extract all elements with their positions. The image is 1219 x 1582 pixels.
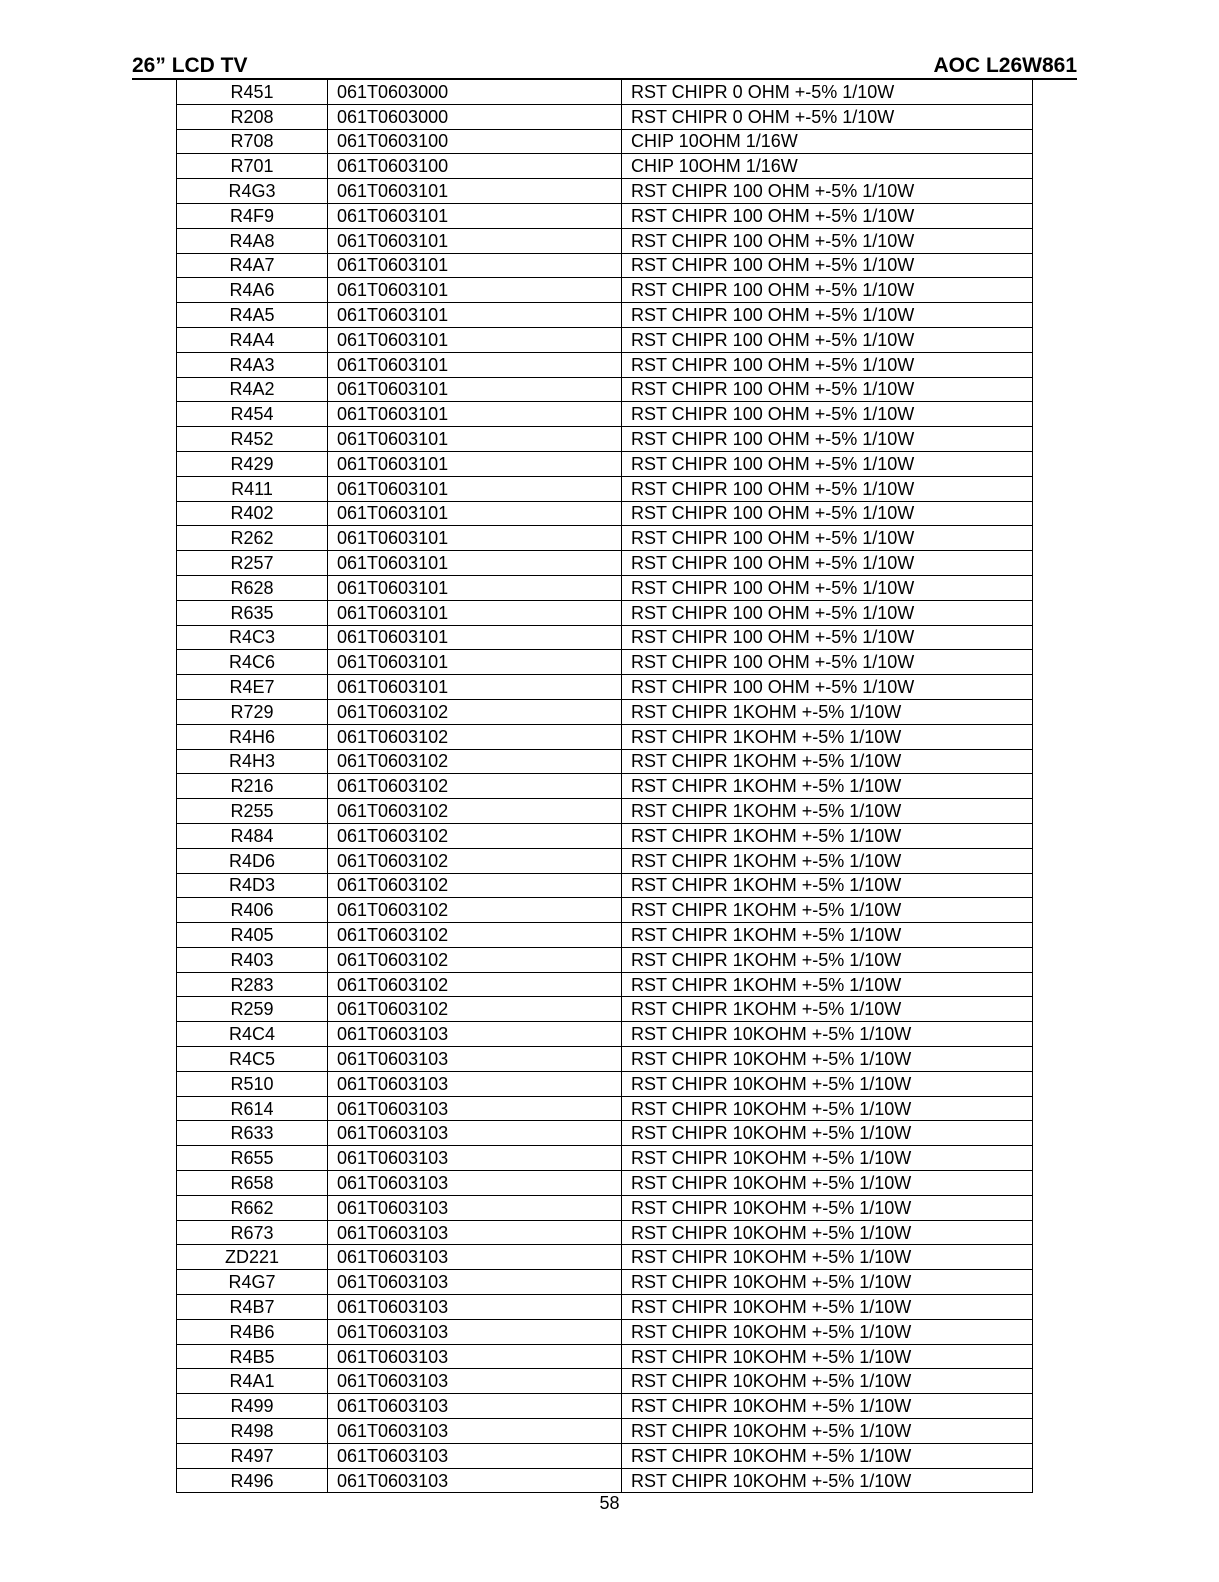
- description-cell: RST CHIPR 100 OHM +-5% 1/10W: [622, 526, 1033, 551]
- description-cell: RST CHIPR 100 OHM +-5% 1/10W: [622, 600, 1033, 625]
- description-cell: RST CHIPR 10KOHM +-5% 1/10W: [622, 1171, 1033, 1196]
- table-row: [177, 1022, 1033, 1047]
- part-number-cell: 061T0603103: [328, 1047, 622, 1072]
- location-cell: R662: [177, 1195, 328, 1220]
- part-number-cell: 061T0603101: [328, 427, 622, 452]
- part-number-cell: 061T0603000: [328, 80, 622, 105]
- location-cell: R403: [177, 947, 328, 972]
- part-number-cell: 061T0603102: [328, 898, 622, 923]
- description-cell: RST CHIPR 1KOHM +-5% 1/10W: [622, 774, 1033, 799]
- table-row: [177, 724, 1033, 749]
- location-cell: R255: [177, 799, 328, 824]
- location-cell: R4C5: [177, 1047, 328, 1072]
- description-cell: RST CHIPR 1KOHM +-5% 1/10W: [622, 799, 1033, 824]
- location-cell: R4D6: [177, 848, 328, 873]
- location-cell: R658: [177, 1171, 328, 1196]
- description-cell: RST CHIPR 100 OHM +-5% 1/10W: [622, 551, 1033, 576]
- part-number-cell: 061T0603101: [328, 253, 622, 278]
- table-row: [177, 799, 1033, 824]
- location-cell: R729: [177, 699, 328, 724]
- table-row: [177, 427, 1033, 452]
- table-row: [177, 253, 1033, 278]
- description-cell: RST CHIPR 100 OHM +-5% 1/10W: [622, 327, 1033, 352]
- part-number-cell: 061T0603103: [328, 1443, 622, 1468]
- table-row: [177, 526, 1033, 551]
- location-cell: R484: [177, 823, 328, 848]
- table-row: [177, 203, 1033, 228]
- parts-list-table: [176, 79, 1033, 1493]
- part-number-cell: 061T0603101: [328, 575, 622, 600]
- location-cell: ZD221: [177, 1245, 328, 1270]
- description-cell: RST CHIPR 10KOHM +-5% 1/10W: [622, 1394, 1033, 1419]
- table-row: [177, 154, 1033, 179]
- location-cell: R4D3: [177, 873, 328, 898]
- part-number-cell: 061T0603101: [328, 650, 622, 675]
- location-cell: R411: [177, 476, 328, 501]
- location-cell: R4B5: [177, 1344, 328, 1369]
- part-number-cell: 061T0603101: [328, 675, 622, 700]
- location-cell: R635: [177, 600, 328, 625]
- part-number-cell: 061T0603103: [328, 1419, 622, 1444]
- table-row: [177, 898, 1033, 923]
- location-cell: R429: [177, 451, 328, 476]
- part-number-cell: 061T0603103: [328, 1071, 622, 1096]
- description-cell: RST CHIPR 1KOHM +-5% 1/10W: [622, 898, 1033, 923]
- location-cell: R4A8: [177, 228, 328, 253]
- part-number-cell: 061T0603000: [328, 104, 622, 129]
- table-row: [177, 1171, 1033, 1196]
- description-cell: RST CHIPR 1KOHM +-5% 1/10W: [622, 749, 1033, 774]
- table-row: [177, 451, 1033, 476]
- page-header: [132, 52, 1077, 80]
- location-cell: R633: [177, 1121, 328, 1146]
- description-cell: CHIP 10OHM 1/16W: [622, 129, 1033, 154]
- table-row: [177, 352, 1033, 377]
- part-number-cell: 061T0603101: [328, 303, 622, 328]
- description-cell: RST CHIPR 10KOHM +-5% 1/10W: [622, 1468, 1033, 1493]
- description-cell: RST CHIPR 10KOHM +-5% 1/10W: [622, 1121, 1033, 1146]
- location-cell: R454: [177, 402, 328, 427]
- location-cell: R701: [177, 154, 328, 179]
- table-row: [177, 1220, 1033, 1245]
- location-cell: R4A6: [177, 278, 328, 303]
- location-cell: R4B7: [177, 1295, 328, 1320]
- description-cell: RST CHIPR 100 OHM +-5% 1/10W: [622, 476, 1033, 501]
- part-number-cell: 061T0603103: [328, 1394, 622, 1419]
- table-row: [177, 402, 1033, 427]
- location-cell: R498: [177, 1419, 328, 1444]
- table-row: [177, 303, 1033, 328]
- table-row: [177, 848, 1033, 873]
- part-number-cell: 061T0603102: [328, 873, 622, 898]
- location-cell: R4A5: [177, 303, 328, 328]
- description-cell: RST CHIPR 0 OHM +-5% 1/10W: [622, 80, 1033, 105]
- location-cell: R4B6: [177, 1319, 328, 1344]
- description-cell: RST CHIPR 0 OHM +-5% 1/10W: [622, 104, 1033, 129]
- location-cell: R4E7: [177, 675, 328, 700]
- location-cell: R4A4: [177, 327, 328, 352]
- part-number-cell: 061T0603101: [328, 402, 622, 427]
- description-cell: RST CHIPR 100 OHM +-5% 1/10W: [622, 303, 1033, 328]
- part-number-cell: 061T0603102: [328, 774, 622, 799]
- description-cell: RST CHIPR 100 OHM +-5% 1/10W: [622, 675, 1033, 700]
- table-row: [177, 80, 1033, 105]
- description-cell: RST CHIPR 10KOHM +-5% 1/10W: [622, 1096, 1033, 1121]
- location-cell: R510: [177, 1071, 328, 1096]
- part-number-cell: 061T0603101: [328, 327, 622, 352]
- table-row: [177, 749, 1033, 774]
- description-cell: RST CHIPR 100 OHM +-5% 1/10W: [622, 278, 1033, 303]
- part-number-cell: 061T0603100: [328, 129, 622, 154]
- location-cell: R708: [177, 129, 328, 154]
- part-number-cell: 061T0603102: [328, 972, 622, 997]
- part-number-cell: 061T0603101: [328, 352, 622, 377]
- location-cell: R499: [177, 1394, 328, 1419]
- location-cell: R402: [177, 501, 328, 526]
- description-cell: RST CHIPR 100 OHM +-5% 1/10W: [622, 253, 1033, 278]
- table-row: [177, 625, 1033, 650]
- description-cell: RST CHIPR 100 OHM +-5% 1/10W: [622, 501, 1033, 526]
- part-number-cell: 061T0603102: [328, 848, 622, 873]
- location-cell: R208: [177, 104, 328, 129]
- part-number-cell: 061T0603102: [328, 724, 622, 749]
- location-cell: R497: [177, 1443, 328, 1468]
- model-title: AOC L26W861: [933, 54, 1077, 77]
- description-cell: RST CHIPR 10KOHM +-5% 1/10W: [622, 1146, 1033, 1171]
- location-cell: R614: [177, 1096, 328, 1121]
- description-cell: RST CHIPR 10KOHM +-5% 1/10W: [622, 1369, 1033, 1394]
- table-row: [177, 129, 1033, 154]
- part-number-cell: 061T0603103: [328, 1121, 622, 1146]
- description-cell: RST CHIPR 1KOHM +-5% 1/10W: [622, 947, 1033, 972]
- part-number-cell: 061T0603103: [328, 1468, 622, 1493]
- table-row: [177, 1369, 1033, 1394]
- description-cell: RST CHIPR 100 OHM +-5% 1/10W: [622, 650, 1033, 675]
- location-cell: R405: [177, 923, 328, 948]
- location-cell: R655: [177, 1146, 328, 1171]
- location-cell: R451: [177, 80, 328, 105]
- location-cell: R4H6: [177, 724, 328, 749]
- part-number-cell: 061T0603102: [328, 947, 622, 972]
- description-cell: RST CHIPR 10KOHM +-5% 1/10W: [622, 1195, 1033, 1220]
- part-number-cell: 061T0603101: [328, 203, 622, 228]
- part-number-cell: 061T0603101: [328, 501, 622, 526]
- document-title: 26” LCD TV: [132, 54, 248, 77]
- table-row: [177, 923, 1033, 948]
- description-cell: RST CHIPR 10KOHM +-5% 1/10W: [622, 1295, 1033, 1320]
- location-cell: R4F9: [177, 203, 328, 228]
- location-cell: R4C3: [177, 625, 328, 650]
- description-cell: RST CHIPR 10KOHM +-5% 1/10W: [622, 1443, 1033, 1468]
- description-cell: RST CHIPR 10KOHM +-5% 1/10W: [622, 1344, 1033, 1369]
- location-cell: R4G3: [177, 179, 328, 204]
- table-row: [177, 873, 1033, 898]
- table-row: [177, 675, 1033, 700]
- description-cell: RST CHIPR 100 OHM +-5% 1/10W: [622, 451, 1033, 476]
- part-number-cell: 061T0603103: [328, 1022, 622, 1047]
- description-cell: RST CHIPR 10KOHM +-5% 1/10W: [622, 1220, 1033, 1245]
- table-row: [177, 1096, 1033, 1121]
- location-cell: R216: [177, 774, 328, 799]
- location-cell: R406: [177, 898, 328, 923]
- location-cell: R257: [177, 551, 328, 576]
- table-row: [177, 1146, 1033, 1171]
- description-cell: RST CHIPR 100 OHM +-5% 1/10W: [622, 377, 1033, 402]
- description-cell: RST CHIPR 100 OHM +-5% 1/10W: [622, 402, 1033, 427]
- part-number-cell: 061T0603103: [328, 1245, 622, 1270]
- table-row: [177, 1443, 1033, 1468]
- description-cell: RST CHIPR 1KOHM +-5% 1/10W: [622, 997, 1033, 1022]
- part-number-cell: 061T0603101: [328, 476, 622, 501]
- part-number-cell: 061T0603102: [328, 749, 622, 774]
- part-number-cell: 061T0603101: [328, 600, 622, 625]
- table-row: [177, 600, 1033, 625]
- part-number-cell: 061T0603100: [328, 154, 622, 179]
- table-row: [177, 972, 1033, 997]
- part-number-cell: 061T0603103: [328, 1171, 622, 1196]
- part-number-cell: 061T0603102: [328, 799, 622, 824]
- description-cell: RST CHIPR 10KOHM +-5% 1/10W: [622, 1270, 1033, 1295]
- table-row: [177, 1245, 1033, 1270]
- description-cell: RST CHIPR 1KOHM +-5% 1/10W: [622, 823, 1033, 848]
- part-number-cell: 061T0603103: [328, 1195, 622, 1220]
- description-cell: RST CHIPR 1KOHM +-5% 1/10W: [622, 873, 1033, 898]
- parts-list-body: [177, 80, 1033, 1493]
- location-cell: R4C4: [177, 1022, 328, 1047]
- part-number-cell: 061T0603103: [328, 1270, 622, 1295]
- location-cell: R262: [177, 526, 328, 551]
- table-row: [177, 278, 1033, 303]
- table-row: [177, 179, 1033, 204]
- table-row: [177, 1419, 1033, 1444]
- table-row: [177, 1295, 1033, 1320]
- part-number-cell: 061T0603103: [328, 1096, 622, 1121]
- part-number-cell: 061T0603103: [328, 1295, 622, 1320]
- location-cell: R4A7: [177, 253, 328, 278]
- table-row: [177, 377, 1033, 402]
- part-number-cell: 061T0603101: [328, 228, 622, 253]
- part-number-cell: 061T0603101: [328, 377, 622, 402]
- part-number-cell: 061T0603103: [328, 1220, 622, 1245]
- page-number: 58: [599, 1493, 620, 1513]
- part-number-cell: 061T0603101: [328, 551, 622, 576]
- description-cell: RST CHIPR 100 OHM +-5% 1/10W: [622, 625, 1033, 650]
- description-cell: RST CHIPR 1KOHM +-5% 1/10W: [622, 923, 1033, 948]
- description-cell: RST CHIPR 100 OHM +-5% 1/10W: [622, 179, 1033, 204]
- description-cell: RST CHIPR 1KOHM +-5% 1/10W: [622, 848, 1033, 873]
- table-row: [177, 476, 1033, 501]
- table-row: [177, 1319, 1033, 1344]
- part-number-cell: 061T0603101: [328, 526, 622, 551]
- table-row: [177, 1468, 1033, 1493]
- description-cell: RST CHIPR 100 OHM +-5% 1/10W: [622, 203, 1033, 228]
- location-cell: R673: [177, 1220, 328, 1245]
- description-cell: RST CHIPR 10KOHM +-5% 1/10W: [622, 1245, 1033, 1270]
- location-cell: R628: [177, 575, 328, 600]
- description-cell: CHIP 10OHM 1/16W: [622, 154, 1033, 179]
- part-number-cell: 061T0603101: [328, 451, 622, 476]
- table-row: [177, 997, 1033, 1022]
- part-number-cell: 061T0603101: [328, 179, 622, 204]
- table-row: [177, 1047, 1033, 1072]
- table-row: [177, 774, 1033, 799]
- table-row: [177, 551, 1033, 576]
- description-cell: RST CHIPR 10KOHM +-5% 1/10W: [622, 1022, 1033, 1047]
- location-cell: R4A2: [177, 377, 328, 402]
- part-number-cell: 061T0603101: [328, 278, 622, 303]
- part-number-cell: 061T0603103: [328, 1344, 622, 1369]
- table-row: [177, 1270, 1033, 1295]
- location-cell: R4H3: [177, 749, 328, 774]
- table-row: [177, 1071, 1033, 1096]
- description-cell: RST CHIPR 1KOHM +-5% 1/10W: [622, 724, 1033, 749]
- table-row: [177, 650, 1033, 675]
- description-cell: RST CHIPR 10KOHM +-5% 1/10W: [622, 1047, 1033, 1072]
- table-row: [177, 1394, 1033, 1419]
- table-row: [177, 823, 1033, 848]
- description-cell: RST CHIPR 1KOHM +-5% 1/10W: [622, 972, 1033, 997]
- part-number-cell: 061T0603102: [328, 923, 622, 948]
- part-number-cell: 061T0603103: [328, 1369, 622, 1394]
- location-cell: R283: [177, 972, 328, 997]
- part-number-cell: 061T0603103: [328, 1319, 622, 1344]
- table-row: [177, 501, 1033, 526]
- location-cell: R452: [177, 427, 328, 452]
- table-row: [177, 1344, 1033, 1369]
- description-cell: RST CHIPR 100 OHM +-5% 1/10W: [622, 228, 1033, 253]
- table-row: [177, 228, 1033, 253]
- table-row: [177, 1195, 1033, 1220]
- table-row: [177, 575, 1033, 600]
- table-row: [177, 104, 1033, 129]
- location-cell: R4A1: [177, 1369, 328, 1394]
- description-cell: RST CHIPR 100 OHM +-5% 1/10W: [622, 427, 1033, 452]
- location-cell: R496: [177, 1468, 328, 1493]
- table-row: [177, 947, 1033, 972]
- description-cell: RST CHIPR 10KOHM +-5% 1/10W: [622, 1319, 1033, 1344]
- table-row: [177, 327, 1033, 352]
- table-row: [177, 1121, 1033, 1146]
- description-cell: RST CHIPR 100 OHM +-5% 1/10W: [622, 575, 1033, 600]
- location-cell: R4C6: [177, 650, 328, 675]
- description-cell: RST CHIPR 10KOHM +-5% 1/10W: [622, 1071, 1033, 1096]
- description-cell: RST CHIPR 10KOHM +-5% 1/10W: [622, 1419, 1033, 1444]
- part-number-cell: 061T0603102: [328, 997, 622, 1022]
- location-cell: R4A3: [177, 352, 328, 377]
- part-number-cell: 061T0603102: [328, 699, 622, 724]
- location-cell: R4G7: [177, 1270, 328, 1295]
- part-number-cell: 061T0603102: [328, 823, 622, 848]
- part-number-cell: 061T0603103: [328, 1146, 622, 1171]
- description-cell: RST CHIPR 100 OHM +-5% 1/10W: [622, 352, 1033, 377]
- table-row: [177, 699, 1033, 724]
- part-number-cell: 061T0603101: [328, 625, 622, 650]
- description-cell: RST CHIPR 1KOHM +-5% 1/10W: [622, 699, 1033, 724]
- location-cell: R259: [177, 997, 328, 1022]
